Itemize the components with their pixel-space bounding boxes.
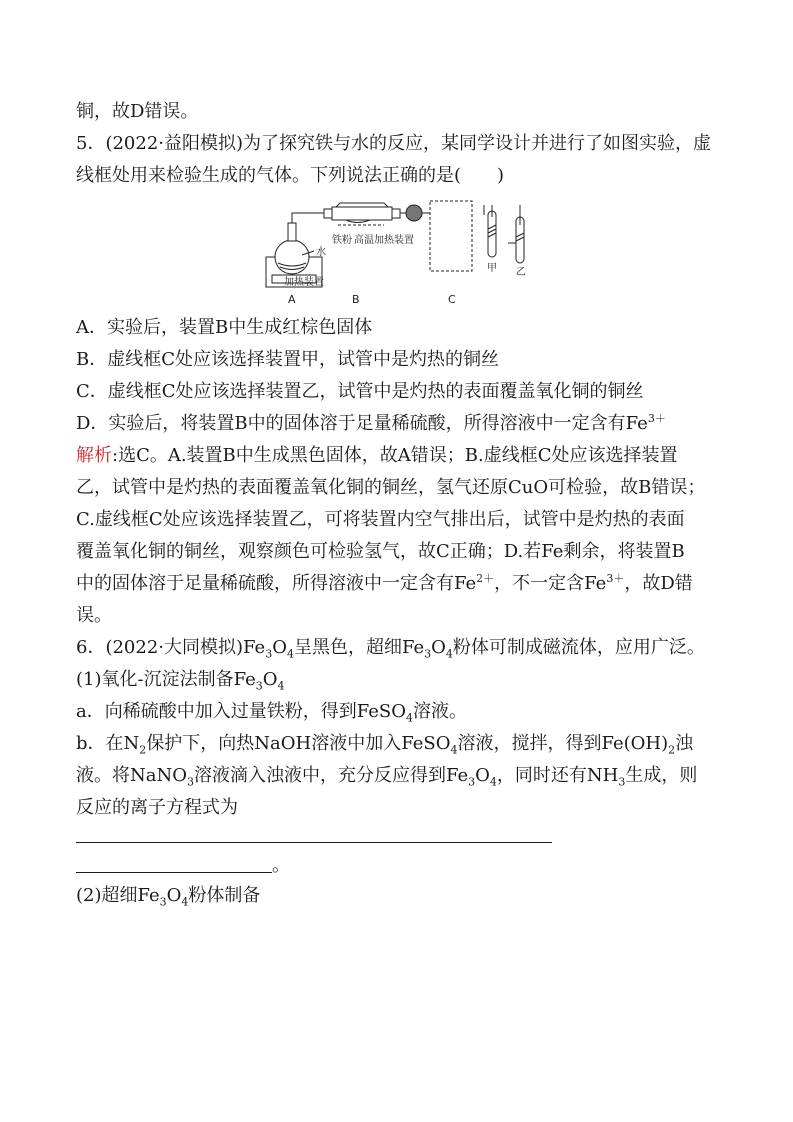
analysis-line4: 覆盖氧化铜的铜丝，观察颜色可检验氢气，故C正确；D.若Fe剩余，将装置B [76,541,685,562]
flask [275,240,309,274]
q5-option-a: A．实验后，装置B中生成红棕色固体 [76,317,373,338]
answer-blank-line1 [76,842,552,843]
drying-ball [406,205,422,221]
q5-option-b: B．虚线框C处应该选择装置甲，试管中是灼热的铜丝 [76,349,499,370]
label-C: C [448,293,456,306]
analysis-line3: C.虚线框C处应该选择装置乙，可将装置内空气排出后，试管中是灼热的表面 [76,509,685,530]
q6-equation-prompt: 反应的离子方程式为 [76,797,238,818]
q6-step-a: a．向稀硫酸中加入过量铁粉，得到FeSO$_4$溶液。 [76,701,467,725]
label-jia: 甲 [487,263,497,274]
answer-blank-line2 [76,872,272,873]
dashed-box-c [430,201,472,271]
label-heat-high: 高温加热装置 [354,235,414,246]
analysis-label: 解析 [76,445,112,466]
analysis-line2: 乙，试管中是灼热的表面覆盖氧化铜的铜丝，氢气还原CuO可检验，故B错误； [76,477,706,498]
tube-b [332,207,392,220]
label-B: B [352,293,360,306]
q5-option-c: C．虚线框C处应该选择装置乙，试管中是灼热的表面覆盖氧化铜的铜丝 [76,381,644,402]
analysis-line1: 解析:选C。A.装置B中生成黑色固体，故A错误；B.虚线框C处应该选择装置 [76,445,678,466]
q6-step-b-cont: 液。将NaNO$_3$溶液滴入浊液中，充分反应得到$Fe_3O_4$，同时还有$NH_3$生成，则 [76,765,698,789]
analysis-line5: 中的固体溶于足量稀硫酸，所得溶液中一定含有$Fe^{2+}$，不一定含$Fe^{3+}$，故D错 [76,572,693,594]
label-water: 水 [316,247,326,258]
q6-step-b: b．在$N_2$保护下，向热NaOH溶液中加入FeSO$_4$溶液，搅拌，得到$Fe(OH)_2$浊 [76,733,694,757]
q6-part1-title: (1)氧化-沉淀法制备$Fe_3O_4$ [76,669,285,693]
label-yi: 乙 [516,267,526,278]
prev-answer-end: 铜，故D错误。 [76,101,199,122]
label-A: A [288,293,296,306]
analysis-line6: 误。 [76,605,112,626]
label-heater: 加热装置 [284,277,324,288]
q6-stem: 6．(2022·大同模拟)$Fe_3O_4$呈黑色，超细$Fe_3O_4$粉体可制成磁流体，应用广泛。 [76,637,705,661]
q5-stem-line1: 5．(2022·益阳模拟)为了探究铁与水的反应，某同学设计并进行了如图实验，虚 [76,133,712,154]
apparatus-figure [262,195,542,310]
label-iron: 铁粉 [332,235,352,246]
blank-end-period: 。 [272,855,290,876]
q6-part2-title: (2)超细$Fe_3O_4$粉体制备 [76,885,261,909]
q5-stem-line2: 线框处用来检验生成的气体。下列说法正确的是( ) [76,165,505,186]
q5-option-d: D．实验后，将装置B中的固体溶于足量稀硫酸，所得溶液中一定含有$Fe^{3+}$ [76,412,666,434]
